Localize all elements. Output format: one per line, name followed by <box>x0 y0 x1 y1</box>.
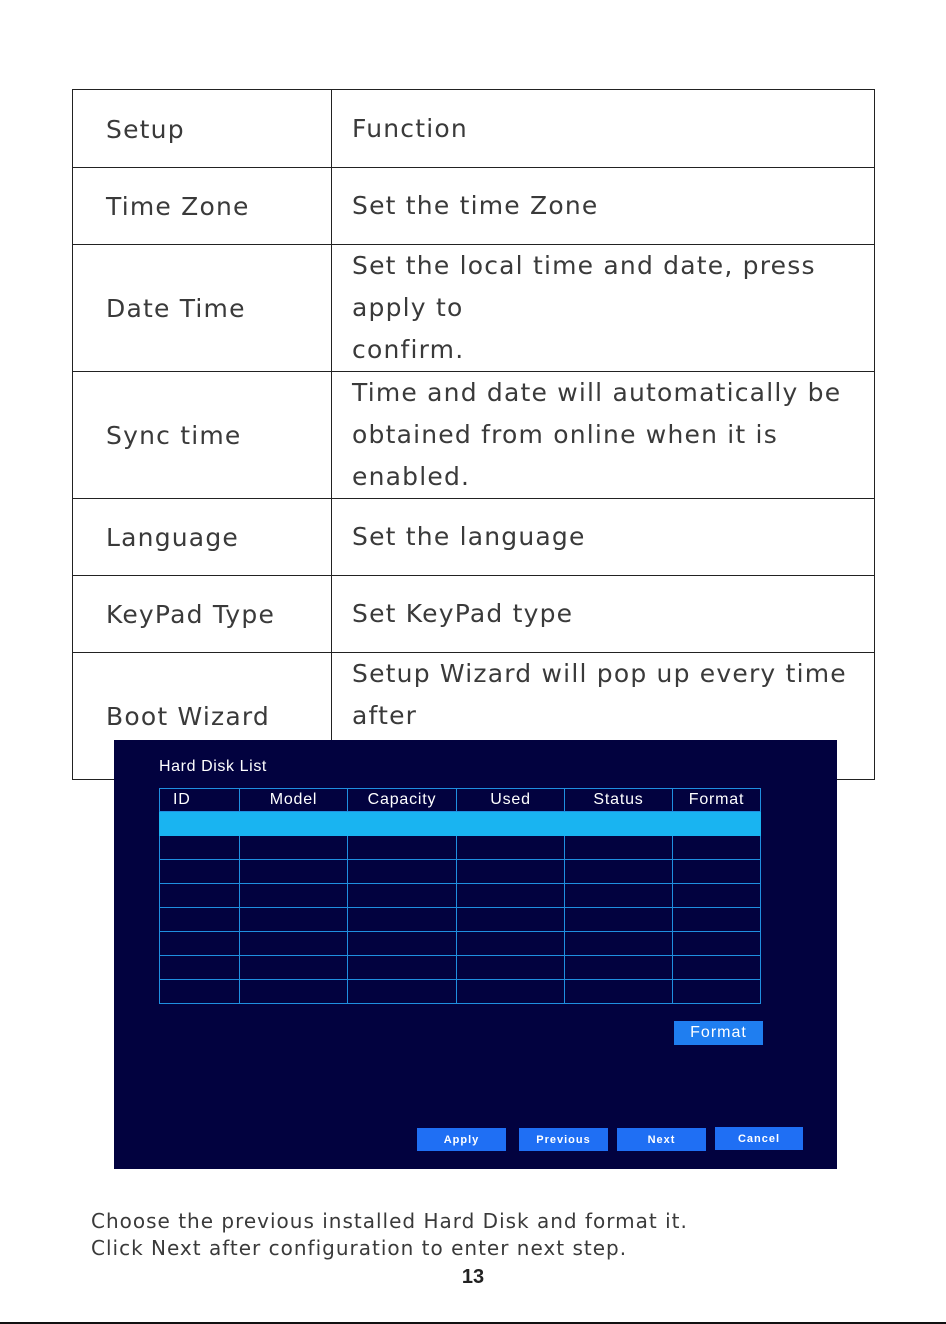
setup-cell: Date Time <box>73 245 332 372</box>
function-line: Time and date will automatically be <box>352 378 842 407</box>
cancel-button[interactable]: Cancel <box>715 1127 803 1150</box>
page-number: 13 <box>461 1266 485 1288</box>
column-header-capacity: Capacity <box>348 789 457 812</box>
setup-cell: Sync time <box>73 372 332 499</box>
function-line: Set KeyPad type <box>352 599 574 628</box>
disk-row[interactable] <box>160 836 761 860</box>
disk-row[interactable] <box>160 860 761 884</box>
header-setup: Setup <box>73 90 332 168</box>
disk-row[interactable] <box>160 932 761 956</box>
function-cell <box>332 576 875 653</box>
function-cell <box>332 245 875 372</box>
disk-row[interactable] <box>160 956 761 980</box>
setup-cell: Time Zone <box>73 168 332 245</box>
column-header-format: Format <box>673 789 761 812</box>
table-header-row <box>73 90 875 168</box>
disk-row[interactable] <box>160 908 761 932</box>
table-header-row <box>160 789 761 812</box>
hard-disk-table <box>159 788 761 1004</box>
function-line: Setup Wizard will pop up every time after <box>352 659 847 730</box>
disk-row[interactable] <box>160 980 761 1004</box>
function-line: Set the time Zone <box>352 191 599 220</box>
previous-button[interactable]: Previous <box>519 1128 608 1151</box>
caption-line-1: Choose the previous installed Hard Disk and format it. <box>91 1209 688 1233</box>
column-header-model: Model <box>240 789 348 812</box>
setup-cell: KeyPad Type <box>73 576 332 653</box>
setup-cell: Language <box>73 499 332 576</box>
header-function: Function <box>332 90 875 168</box>
table-row <box>73 168 875 245</box>
next-button[interactable]: Next <box>617 1128 706 1151</box>
column-header-id: ID <box>160 789 240 812</box>
column-header-used: Used <box>457 789 565 812</box>
function-line: Set the local time and date, press apply to <box>352 251 816 322</box>
format-button[interactable]: Format <box>674 1021 763 1045</box>
table-row <box>73 372 875 499</box>
screen-title: Hard Disk List <box>159 758 267 775</box>
function-line: Set the language <box>352 522 586 551</box>
caption-line-2: Click Next after configuration to enter next step. <box>91 1236 628 1260</box>
apply-button[interactable]: Apply <box>417 1128 506 1151</box>
table-row <box>73 499 875 576</box>
function-line: obtained from online when it is enabled. <box>352 420 778 491</box>
function-cell <box>332 499 875 576</box>
setup-function-table <box>72 89 875 780</box>
function-cell <box>332 372 875 499</box>
column-header-status: Status <box>565 789 673 812</box>
function-cell <box>332 168 875 245</box>
disk-row-selected[interactable] <box>160 812 761 836</box>
table-row <box>73 576 875 653</box>
disk-row[interactable] <box>160 884 761 908</box>
function-line: confirm. <box>352 335 465 364</box>
hard-disk-setup-screen <box>114 740 837 1169</box>
table-row <box>73 245 875 372</box>
setup-cell: Boot Wizard <box>73 653 332 780</box>
